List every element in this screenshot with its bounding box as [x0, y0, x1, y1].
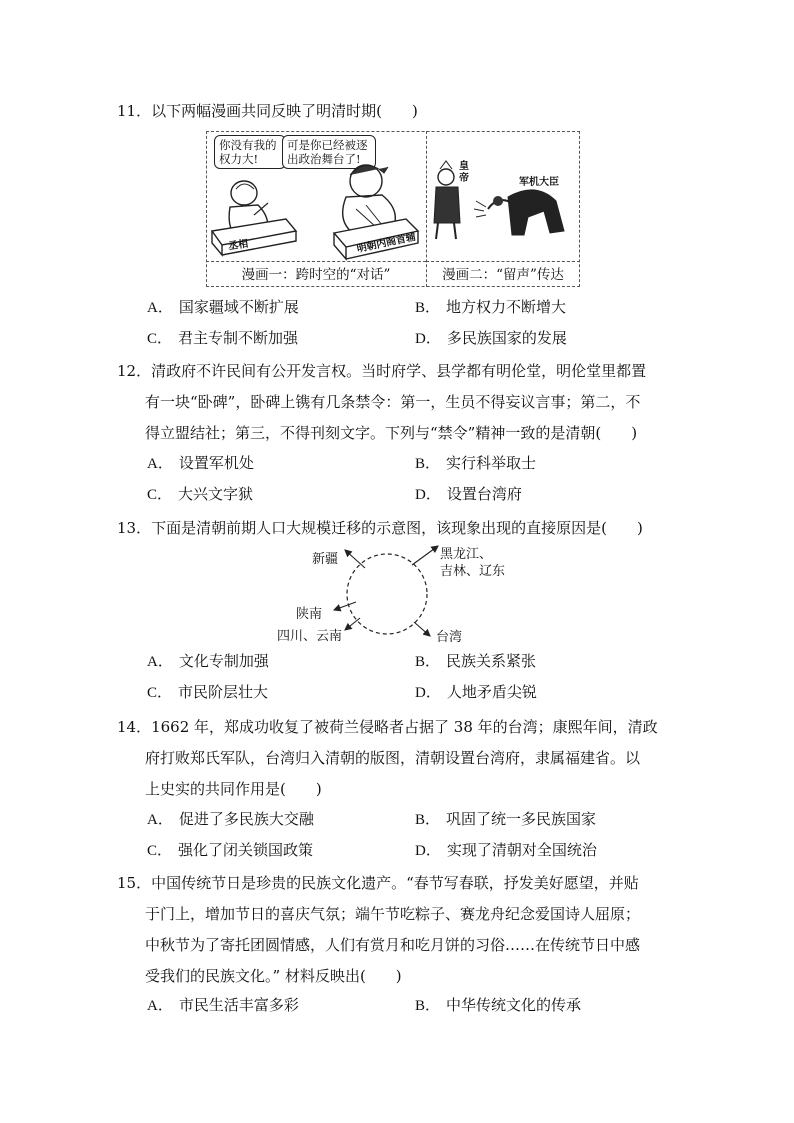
label-chancellor: 丞相	[227, 238, 249, 253]
label-jilin-liaodong: 吉林、辽东	[440, 564, 506, 579]
comic-two-drawing	[428, 131, 578, 261]
option-b: B． 巩固了统一多民族国家	[415, 810, 597, 828]
option-a: A． 促进了多民族大交融	[147, 810, 314, 828]
label-taiwan: 台湾	[436, 630, 463, 645]
question-12-stem-line-3: 得立盟结社；第三，不得刊刻文字。下列与“禁令”精神一致的是清朝( )	[145, 424, 638, 442]
option-b: B． 地方权力不断增大	[415, 298, 567, 316]
option-a: A． 文化专制加强	[147, 652, 269, 670]
speech-bubble-grand-secretary: 可是你已经被逐出政治舞台了!	[282, 135, 376, 169]
migration-diagram	[277, 540, 510, 650]
option-c: C． 强化了闭关锁国政策	[147, 841, 314, 859]
option-b: B． 民族关系紧张	[415, 652, 537, 670]
label-heilongjiang: 黑龙江、	[440, 547, 493, 562]
label-xinjiang: 新疆	[312, 552, 339, 567]
question-15-stem-line-4: 受我们的民族文化。” 材料反映出( )	[145, 967, 402, 985]
question-11	[117, 96, 677, 127]
question-15	[117, 868, 677, 992]
option-d: D． 人地矛盾尖锐	[415, 683, 537, 701]
question-15-stem-line-1: 15．中国传统节日是珍贵的民族文化遗产。“春节写春联，抒发美好愿望，并贴	[117, 874, 639, 892]
option-d: D． 设置台湾府	[415, 485, 522, 503]
option-a: A． 设置军机处	[147, 454, 254, 472]
comic-figure	[206, 131, 580, 287]
option-a: A． 国家疆域不断扩展	[147, 298, 299, 316]
option-d: D． 实现了清朝对全国统治	[415, 841, 597, 859]
label-emperor: 皇帝	[459, 161, 469, 184]
question-14	[117, 712, 677, 805]
question-15-stem-line-2: 于门上，增加节日的喜庆气氛；端午节吃粽子、赛龙舟纪念爱国诗人屈原；	[145, 905, 641, 923]
question-12-stem-line-2: 有一块“卧碑”，卧碑上镌有几条禁令：第一，生员不得妄议言事；第二，不	[145, 393, 641, 411]
caption-comic-one: 漫画一：跨时空的“对话”	[206, 261, 426, 288]
question-11-stem: 11．以下两幅漫画共同反映了明清时期( )	[117, 102, 418, 120]
question-13-stem: 13．下面是清朝前期人口大规模迁移的示意图，该现象出现的直接原因是( )	[117, 519, 643, 537]
option-c: C． 君主专制不断加强	[147, 329, 299, 347]
speech-bubble-chancellor: 你没有我的权力大!	[214, 135, 286, 169]
option-d: D． 多民族国家的发展	[415, 329, 567, 347]
question-15-stem-line-3: 中秋节为了寄托团圆情感，人们有赏月和吃月饼的习俗……在传统节日中感	[145, 936, 641, 954]
option-c: C． 市民阶层壮大	[147, 683, 269, 701]
option-a: A． 市民生活丰富多彩	[147, 996, 299, 1014]
question-12-stem-line-1: 12．清政府不许民间有公开发言权。当时府学、县学都有明伦堂，明伦堂里都置	[117, 362, 647, 380]
label-sichuan-yunnan: 四川、云南	[277, 629, 343, 644]
label-minister: 军机大臣	[519, 177, 559, 188]
option-b: B． 中华传统文化的传承	[415, 996, 582, 1014]
question-14-stem-line-3: 上史实的共同作用是( )	[145, 780, 322, 798]
question-14-stem-line-2: 府打败郑氏军队，台湾归入清朝的版图，清朝设置台湾府，隶属福建省。以	[145, 749, 641, 767]
option-c: C． 大兴文字狱	[147, 485, 254, 503]
option-b: B． 实行科举取士	[415, 454, 537, 472]
question-14-stem-line-1: 14．1662 年，郑成功收复了被荷兰侵略者占据了 38 年的台湾；康熙年间，清政	[117, 718, 658, 736]
question-12	[117, 356, 677, 449]
label-grand-secretary: 明朝内阁首辅	[355, 231, 417, 256]
label-shaanxi: 陕南	[296, 607, 323, 622]
caption-comic-two: 漫画二：“留声”传达	[426, 261, 580, 288]
